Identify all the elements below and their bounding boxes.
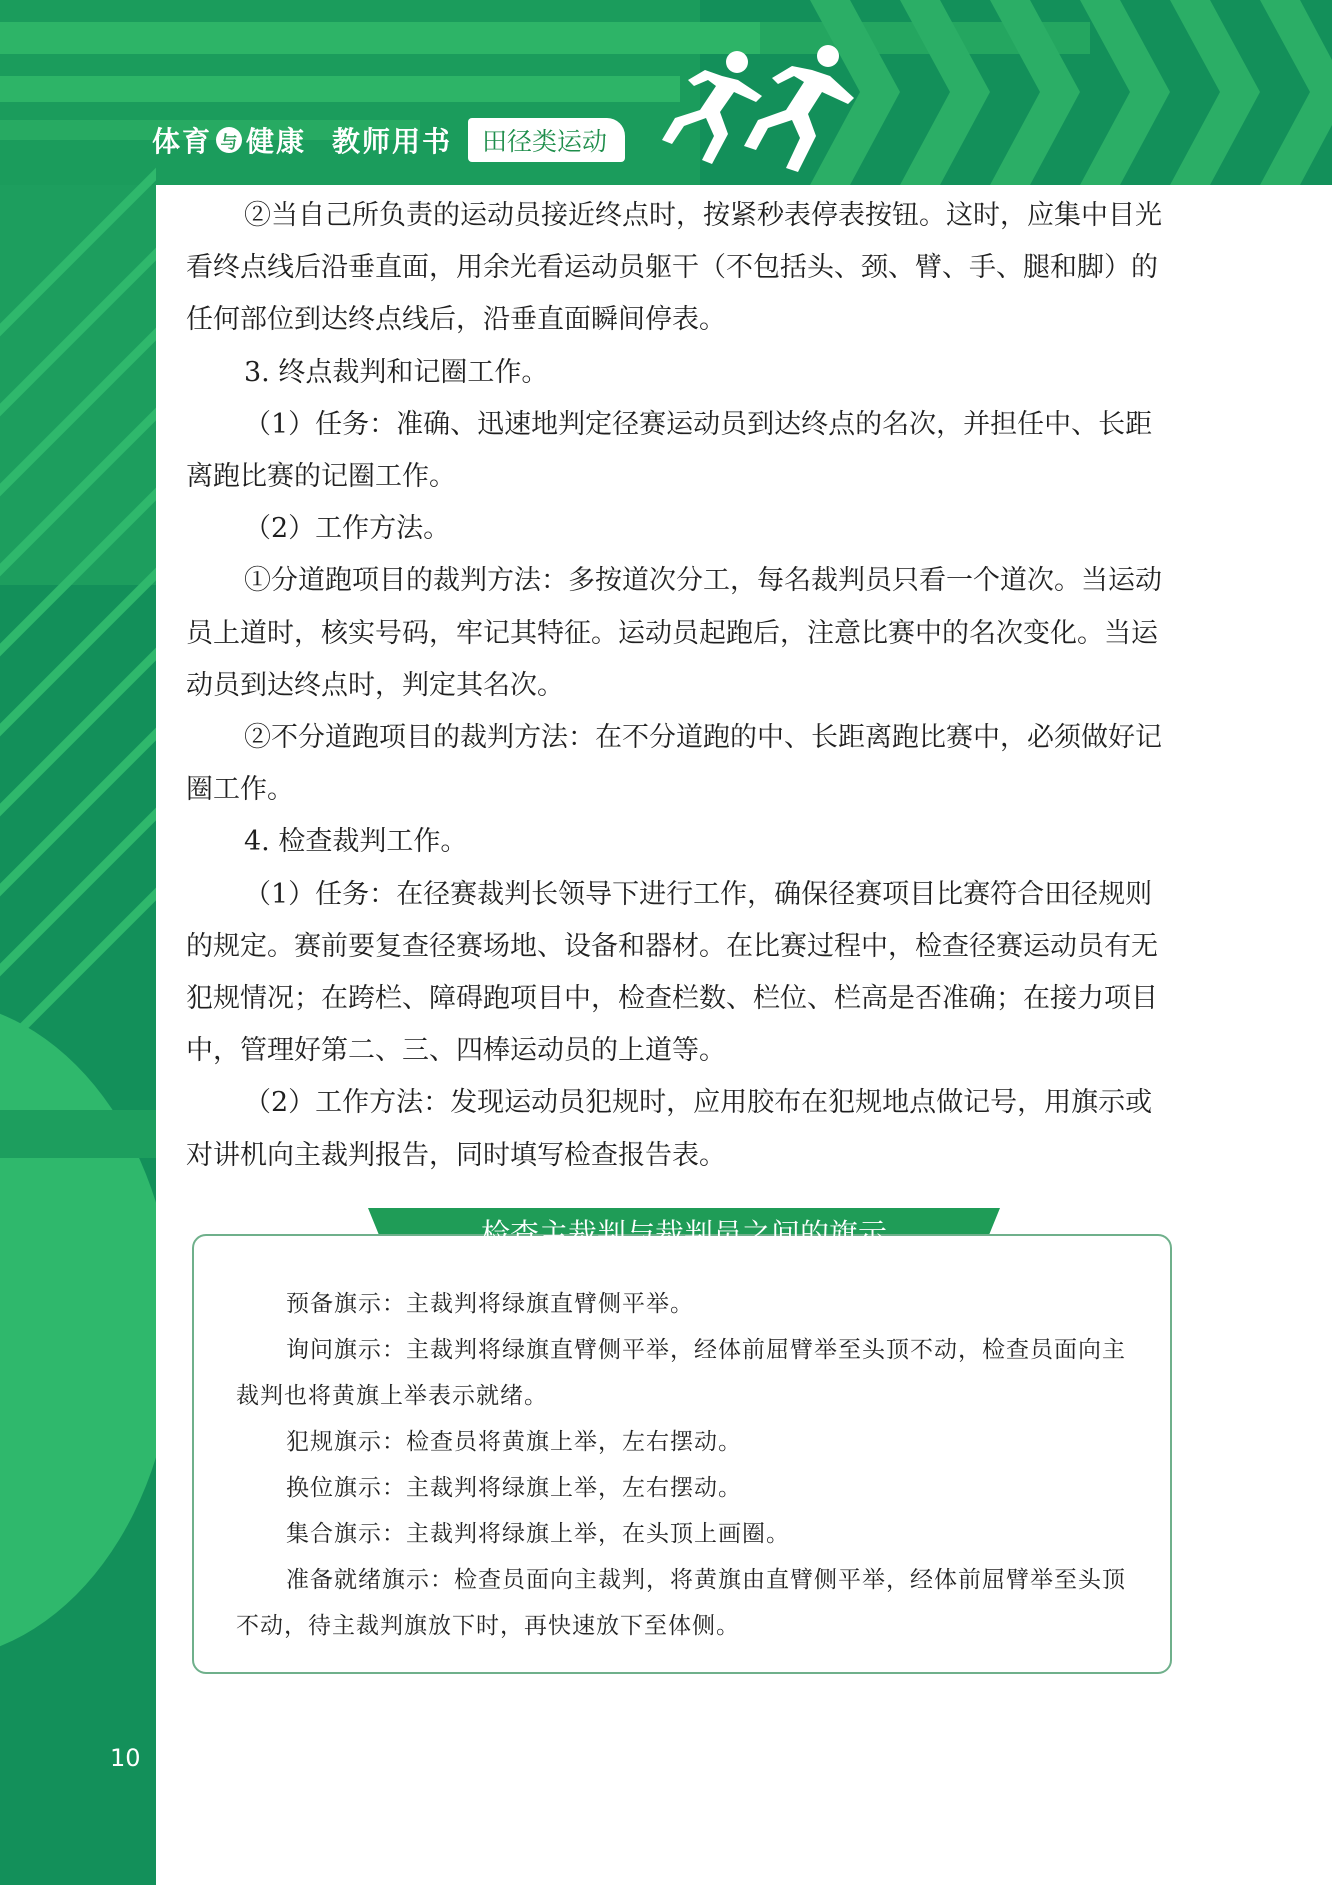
box-content bbox=[236, 1281, 1136, 1649]
book-subtitle: 教师用书 bbox=[332, 125, 453, 158]
section-tab: 田径类运动 bbox=[468, 118, 625, 162]
box-item: 准备就绪旗示：检查员面向主裁判，将黄旗由直臂侧平举，经体前屈臂举至头顶不动，待主裁判旗放下时，再快速放下至体侧。 bbox=[236, 1567, 1126, 1639]
book-title bbox=[152, 120, 452, 160]
box-item: 预备旗示：主裁判将绿旗直臂侧平举。 bbox=[286, 1291, 694, 1317]
box-item: 询问旗示：主裁判将绿旗直臂侧平举，经体前屈臂举至头顶不动，检查员面向主裁判也将黄旗上举表示就绪。 bbox=[236, 1337, 1126, 1409]
paragraph: ①分道跑项目的裁判方法：多按道次分工，每名裁判员只看一个道次。当运动员上道时，核实号码，牢记其特征。运动员起跑后，注意比赛中的名次变化。当运动员到达终点时，判定其名次。 bbox=[186, 565, 1162, 701]
body-text bbox=[186, 190, 1176, 1182]
paragraph: （2）工作方法：发现运动员犯规时，应用胶布在犯规地点做记号，用旗示或对讲机向主裁判报告，同时填写检查报告表。 bbox=[186, 1087, 1153, 1171]
box-item: 换位旗示：主裁判将绿旗上举，左右摆动。 bbox=[286, 1475, 742, 1501]
paragraph: （1）任务：在径赛裁判长领导下进行工作，确保径赛项目比赛符合田径规则的规定。赛前要复查径赛场地、设备和器材。在比赛过程中，检查径赛运动员有无犯规情况；在跨栏、障碍跑项目中，检查栏数、栏位、栏高是否准确；在接力项目中，管理好第二、三、四棒运动员的上道等。 bbox=[186, 878, 1158, 1067]
book-title-second: 健康 bbox=[246, 125, 307, 158]
box-item: 犯规旗示：检查员将黄旗上举，左右摆动。 bbox=[286, 1429, 742, 1455]
box-title: 检查主裁判与裁判员之间的旗示 bbox=[480, 1217, 887, 1251]
paragraph: （1）任务：准确、迅速地判定径赛运动员到达终点的名次，并担任中、长距离跑比赛的记圈工作。 bbox=[186, 408, 1153, 493]
book-title-connector: 与 bbox=[216, 127, 242, 153]
box-item: 集合旗示：主裁判将绿旗上举，在头顶上画圈。 bbox=[286, 1521, 790, 1547]
paragraph: 4. 检查裁判工作。 bbox=[244, 826, 468, 858]
paragraph: ②当自己所负责的运动员接近终点时，按紧秒表停表按钮。这时，应集中目光看终点线后沿垂直面，用余光看运动员躯干（不包括头、颈、臂、手、腿和脚）的任何部位到达终点线后，沿垂直面瞬间停表。 bbox=[186, 200, 1162, 336]
paragraph: ②不分道跑项目的裁判方法：在不分道跑的中、长距离跑比赛中，必须做好记圈工作。 bbox=[186, 722, 1162, 806]
book-title-main: 体育 bbox=[152, 125, 213, 158]
page-number: 10 bbox=[110, 1744, 141, 1772]
paragraph: 3. 终点裁判和记圈工作。 bbox=[244, 356, 549, 388]
paragraph: （2）工作方法。 bbox=[244, 513, 451, 545]
